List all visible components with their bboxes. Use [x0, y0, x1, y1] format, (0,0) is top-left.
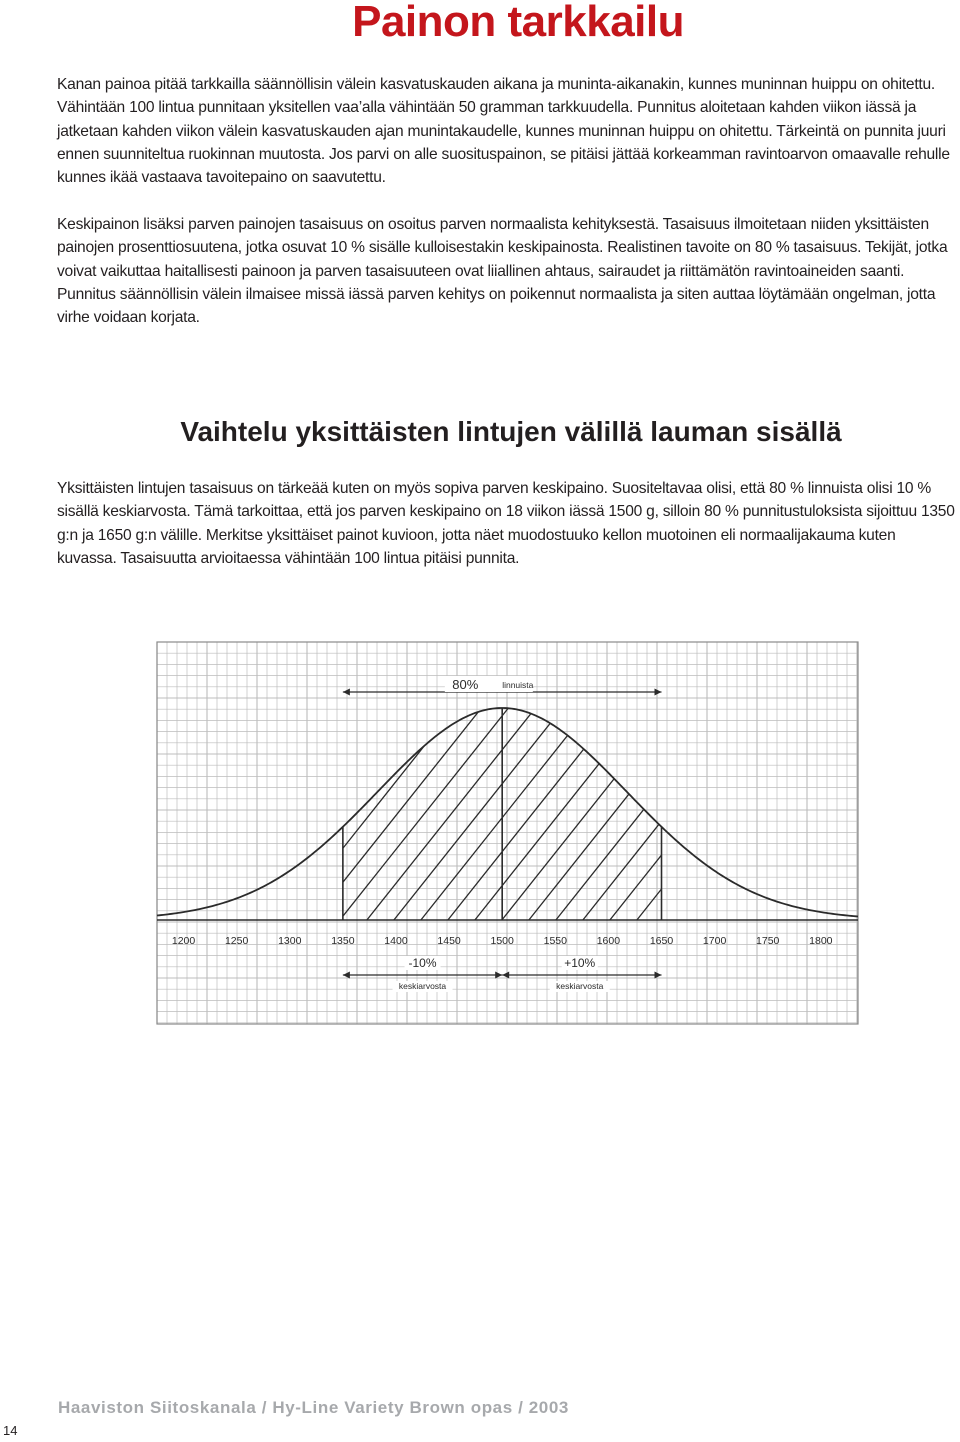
x-tick-label: 1600 — [596, 935, 621, 947]
weight-distribution-chart — [155, 640, 865, 1030]
x-tick-label: 1200 — [171, 935, 196, 947]
x-tick-label: 1800 — [809, 935, 833, 947]
x-tick-label: 1750 — [756, 935, 780, 947]
x-tick-label: 1250 — [224, 935, 249, 947]
x-tick-label: 1700 — [702, 935, 727, 947]
x-tick-label: 1450 — [437, 935, 461, 947]
hatch-line — [155, 680, 261, 920]
left-percent-label: -10% — [408, 956, 437, 970]
right-text-label: keskiarvosta — [556, 981, 604, 991]
hatch-line — [259, 680, 450, 920]
x-tick-label: 1350 — [331, 935, 355, 947]
right-percent-label: +10% — [564, 956, 596, 970]
hatch-line — [583, 680, 774, 920]
x-tick-label: 1400 — [384, 935, 408, 947]
x-tick-label: 1300 — [278, 935, 302, 947]
section-paragraph: Yksittäisten lintujen tasaisuus on tärkeää kuten on myös sopiva parven keskipaino. Suositeltavaa olisi, että 80 % linnuista olisi 10 % sisällä keskiarvosta. Tämä tarkoittaa, että jos parven keskipaino on 18 viikon iässä 1500 g, silloin 80 % punnitustuloksista sijoittuu 1350 g:n ja 1650 g:n välille. Merkitse yksittäiset painot kuvioon, jotta näet muodostuuko kellon muotoinen eli normaalijakauma kuten kuvassa. Tasaisuutta arvioitaessa vähintään 100 lintua pitäisi punnita. — [57, 480, 955, 567]
top-percent-label: 80% — [452, 677, 479, 692]
hatch-line — [394, 680, 585, 920]
hatch-line — [421, 680, 612, 920]
section-title: Vaihtelu yksittäisten lintujen välillä lauman sisällä — [180, 416, 842, 447]
hatch-line — [610, 680, 801, 920]
chart-svg — [155, 640, 865, 1030]
x-tick-label: 1650 — [649, 935, 674, 947]
hatch-line — [286, 680, 477, 920]
hatch-line — [155, 680, 342, 920]
left-text-label: keskiarvosta — [398, 981, 447, 991]
hatch-line — [313, 680, 504, 920]
shaded-region — [155, 680, 865, 920]
x-tick-label: 1500 — [490, 935, 514, 947]
chart-grid — [157, 642, 858, 1024]
footer-text: Haaviston Siitoskanala / Hy-Line Variety Brown opas / 2003 — [58, 1398, 569, 1417]
hatch-line — [367, 680, 558, 920]
x-tick-label: 1550 — [543, 935, 567, 947]
intro-paragraph: Kanan painoa pitää tarkkailla säännöllisin välein kasvatuskauden aikana ja muninta-aikanakin, kunnes muninnan huippu on ohitettu. Vähintään 100 lintua punnitaan yksitellen vaa’alla vähintään 50 gramman tarkkuudella. Punnitus aloitetaan kahden viikon iässä ja jatketaan kahden viikon välein kasvatuskauden ajan munintakaudelle, kunnes muninnan huippu on ohitettu. Tärkeintä on punnita juuri ennen suunniteltua ruokinnan muutosta. Jos parvi on alle suosituspainon, se pitäisi jättää korkeamman ravintoarvon omaavalle rehulle kunnes ikää vastaava tavoitepaino on saavutettu. — [57, 76, 950, 187]
uniformity-paragraph: Keskipainon lisäksi parven painojen tasaisuus on osoitus parven normaalista kehityksestä. Tasaisuus ilmoitetaan niiden yksittäisten painojen prosenttiosuutena, jotka osuvat 10 % sisälle kulloisestakin keskipainosta. Realistinen tavoite on 80 % tasaisuus. Tekijät, jotka voivat vaikuttaa haitallisesti painoon ja parven tasaisuuteen ovat liiallinen ahtaus, sairaudet ja riittämätön ravintoaineiden saanti. Punnitus säännöllisin välein ilmaisee missä iässä parven kehitys on poikennut normaalista ja siten auttaa löytämään ongelman, jotta virhe voidaan korjata. — [57, 216, 948, 327]
page-title: Painon tarkkailu — [352, 0, 684, 46]
hatch-line — [556, 680, 747, 920]
x-tick-labels — [172, 935, 833, 947]
hatch-line — [155, 680, 315, 920]
hatch-line — [664, 680, 855, 920]
top-text-label: linnuista — [502, 680, 534, 690]
hatch-line — [637, 680, 828, 920]
top-arrow-head-right — [655, 689, 662, 696]
top-arrow-head-left — [343, 689, 350, 696]
hatch-line — [448, 680, 639, 920]
page-number: 14 — [3, 1423, 18, 1438]
